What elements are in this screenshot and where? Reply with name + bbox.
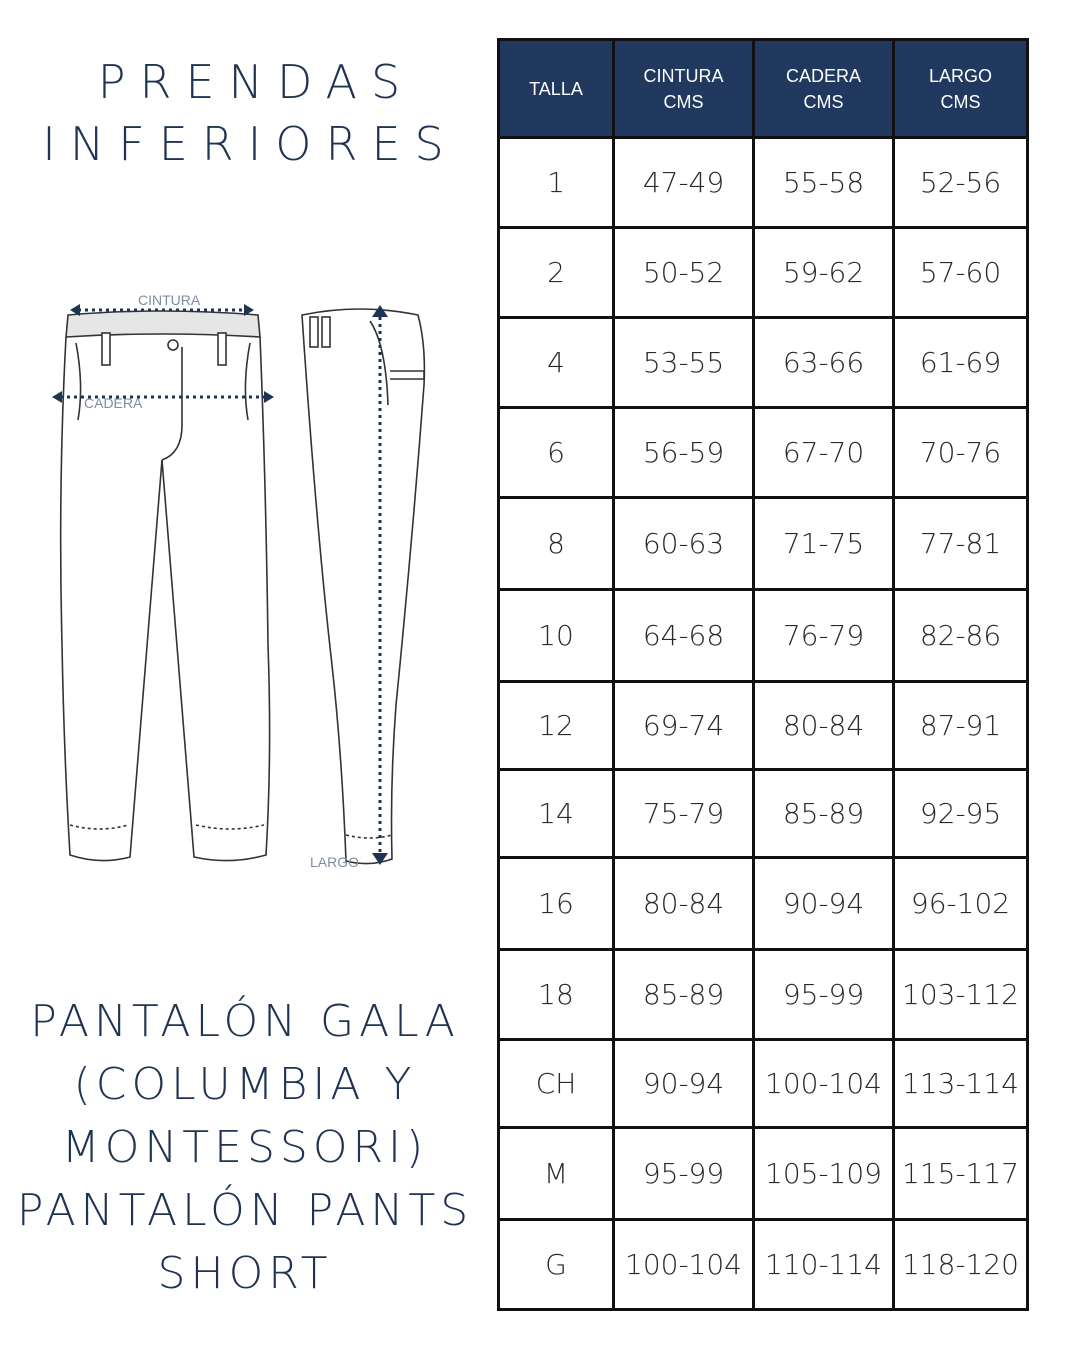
table-row — [499, 858, 1028, 950]
cell-cadera: 95-99 — [754, 950, 894, 1040]
cell-talla: 14 — [499, 770, 614, 858]
cell-talla: 16 — [499, 858, 614, 950]
product-line-4: PANTALÓN PANTS — [16, 1185, 474, 1236]
cell-cintura: 75-79 — [614, 770, 754, 858]
cell-largo: 52-56 — [894, 138, 1028, 228]
cell-talla: 10 — [499, 590, 614, 682]
cell-largo: 61-69 — [894, 318, 1028, 408]
table-row — [499, 408, 1028, 498]
table-row — [499, 138, 1028, 228]
pants-front-drawing — [61, 311, 270, 861]
header-largo: LARGO CMS — [894, 40, 1028, 138]
table-row — [499, 590, 1028, 682]
cell-cintura: 56-59 — [614, 408, 754, 498]
cell-largo: 113-114 — [894, 1040, 1028, 1128]
cell-cintura: 100-104 — [614, 1220, 754, 1310]
pants-side-drawing — [302, 309, 424, 864]
table-row — [499, 950, 1028, 1040]
table-row — [499, 228, 1028, 318]
cell-largo: 87-91 — [894, 682, 1028, 770]
cell-cadera: 55-58 — [754, 138, 894, 228]
cell-cadera: 71-75 — [754, 498, 894, 590]
cell-largo: 92-95 — [894, 770, 1028, 858]
cell-largo: 96-102 — [894, 858, 1028, 950]
product-line-5: SHORT — [157, 1248, 333, 1299]
cell-cadera: 85-89 — [754, 770, 894, 858]
measurement-arrowheads — [52, 304, 388, 865]
cell-cintura: 53-55 — [614, 318, 754, 408]
product-description — [0, 990, 490, 1305]
table-row — [499, 1220, 1028, 1310]
cell-cintura: 47-49 — [614, 138, 754, 228]
cell-cintura: 60-63 — [614, 498, 754, 590]
length-label: LARGO — [310, 854, 360, 870]
table-row — [499, 770, 1028, 858]
cell-talla: M — [499, 1128, 614, 1220]
waist-label: CINTURA — [138, 292, 201, 308]
size-chart-table — [497, 38, 1029, 1311]
cell-largo: 57-60 — [894, 228, 1028, 318]
cell-cadera: 105-109 — [754, 1128, 894, 1220]
table-row — [499, 682, 1028, 770]
product-line-1: PANTALÓN GALA — [30, 996, 460, 1047]
cell-cadera: 63-66 — [754, 318, 894, 408]
cell-cadera: 80-84 — [754, 682, 894, 770]
header-cintura: CINTURA CMS — [614, 40, 754, 138]
heading-line-2: INFERIORES — [42, 117, 458, 171]
cell-largo: 70-76 — [894, 408, 1028, 498]
cell-cadera: 76-79 — [754, 590, 894, 682]
cell-cadera: 100-104 — [754, 1040, 894, 1128]
cell-cintura: 95-99 — [614, 1128, 754, 1220]
measurement-guides — [60, 310, 380, 853]
heading-line-1: PRENDAS — [97, 55, 415, 109]
table-row — [499, 498, 1028, 590]
cell-talla: 2 — [499, 228, 614, 318]
cell-largo: 115-117 — [894, 1128, 1028, 1220]
cell-talla: 6 — [499, 408, 614, 498]
cell-largo: 77-81 — [894, 498, 1028, 590]
cell-talla: G — [499, 1220, 614, 1310]
cell-cintura: 69-74 — [614, 682, 754, 770]
cell-talla: CH — [499, 1040, 614, 1128]
pants-illustration — [40, 285, 460, 885]
cell-cadera: 59-62 — [754, 228, 894, 318]
cell-largo: 82-86 — [894, 590, 1028, 682]
cell-largo: 118-120 — [894, 1220, 1028, 1310]
cell-cintura: 80-84 — [614, 858, 754, 950]
cell-cadera: 110-114 — [754, 1220, 894, 1310]
header-talla: TALLA — [499, 40, 614, 138]
cell-cintura: 90-94 — [614, 1040, 754, 1128]
cell-cintura: 64-68 — [614, 590, 754, 682]
cell-talla: 1 — [499, 138, 614, 228]
cell-talla: 12 — [499, 682, 614, 770]
table-row — [499, 1040, 1028, 1128]
cell-cintura: 85-89 — [614, 950, 754, 1040]
product-line-2: (COLUMBIA Y — [73, 1059, 417, 1110]
cell-cintura: 50-52 — [614, 228, 754, 318]
table-header-row — [499, 40, 1028, 138]
product-line-3: MONTESSORI) — [61, 1122, 429, 1173]
hip-label: CADERA — [84, 395, 143, 411]
table-row — [499, 1128, 1028, 1220]
cell-talla: 4 — [499, 318, 614, 408]
header-cadera: CADERA CMS — [754, 40, 894, 138]
cell-talla: 8 — [499, 498, 614, 590]
cell-cadera: 67-70 — [754, 408, 894, 498]
table-row — [499, 318, 1028, 408]
cell-largo: 103-112 — [894, 950, 1028, 1040]
cell-talla: 18 — [499, 950, 614, 1040]
table-body — [499, 138, 1028, 1310]
cell-cadera: 90-94 — [754, 858, 894, 950]
